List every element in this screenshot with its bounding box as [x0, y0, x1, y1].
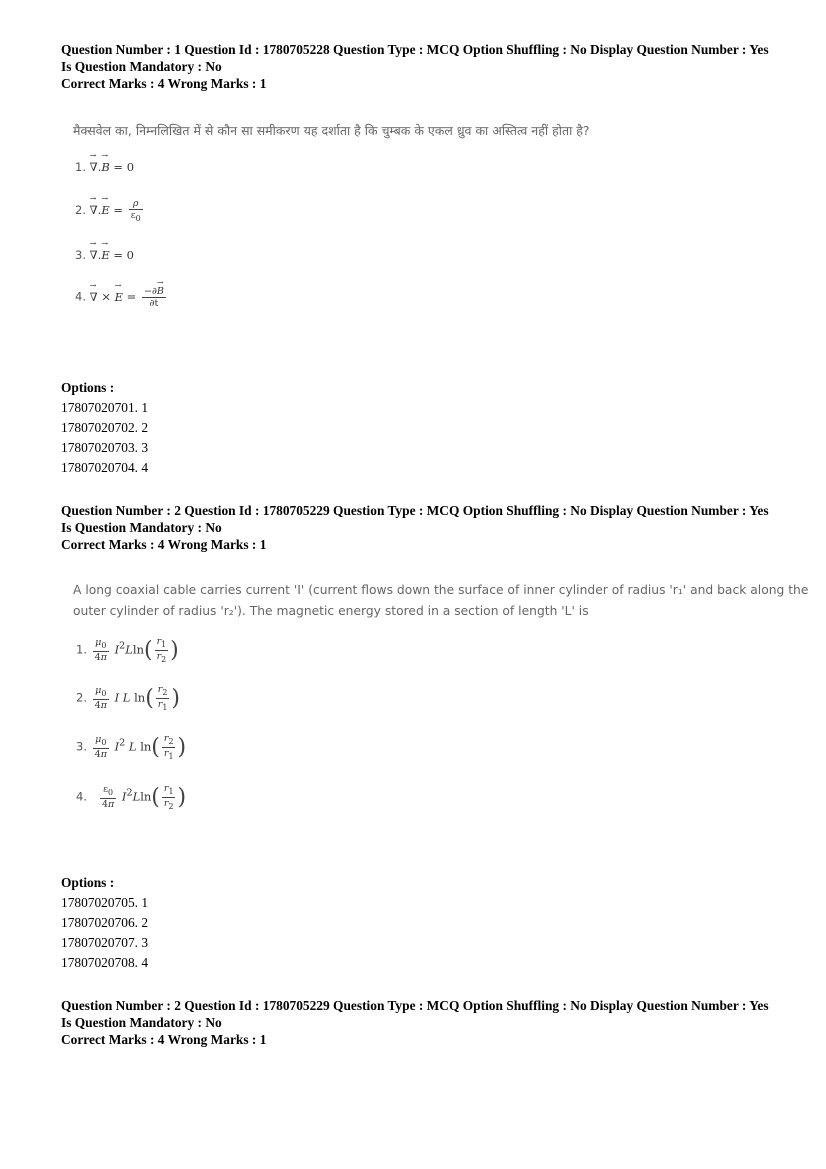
choice-number: 3.	[75, 248, 86, 262]
choice-1-equation: 1. → ∇.→ B = 0	[75, 160, 134, 174]
choice-1-equation: 1. $\frac{\mu_0}{4\pi}$ $I^2Lln$( $\frac{r_1}{r_2}$ )	[76, 636, 179, 664]
choice-number: 1.	[76, 642, 87, 657]
question-1-header	[61, 41, 781, 92]
option-item: 17807020702. 2	[61, 420, 149, 435]
question-text: मैक्सवेल का, निम्नलिखित में से कौन सा समीकरण यह दर्शाता है कि चुम्बक के एकल ध्रुव का अस्तित्व नहीं होता है?	[73, 123, 590, 138]
marks-info: Correct Marks : 4 Wrong Marks : 1	[61, 537, 267, 552]
question-2-header	[61, 502, 781, 553]
question-text-line-2: outer cylinder of radius 'r₂'). The magnetic energy stored in a section of length 'L' is	[73, 604, 589, 618]
choice-3-equation: 3. $\frac{\mu_0}{4\pi}$ $I^2$ L ln( $\frac{r_2}{r_1}$ )	[76, 733, 187, 761]
option-item: 17807020707. 3	[61, 935, 149, 950]
question-1-image	[73, 118, 773, 328]
question-meta: Question Number : 1 Question Id : 1780705228 Question Type : MCQ Option Shuffling : No Display Question Number : Yes	[61, 42, 769, 57]
option-item: 17807020701. 1	[61, 400, 149, 415]
choice-4-equation: 4. $\frac{\varepsilon_0}{4\pi}$ $I^2Lln$( $\frac{r_1}{r_2}$ )	[76, 783, 187, 811]
option-item: 17807020706. 2	[61, 915, 149, 930]
choice-number: 4.	[75, 289, 86, 304]
choice-2-equation: 2. $\frac{\mu_0}{4\pi}$ I L ln( $\frac{r_2}{r_1}$ )	[76, 684, 180, 712]
mandatory-info: Is Question Mandatory : No	[61, 1015, 222, 1030]
option-item: 17807020708. 4	[61, 955, 149, 970]
question-2-image	[73, 580, 809, 820]
choice-number: 2.	[75, 202, 86, 217]
question-meta: Question Number : 2 Question Id : 1780705229 Question Type : MCQ Option Shuffling : No Display Question Number : Yes	[61, 998, 769, 1013]
mandatory-info: Is Question Mandatory : No	[61, 520, 222, 535]
mandatory-info: Is Question Mandatory : No	[61, 59, 222, 74]
option-item: 17807020704. 4	[61, 460, 149, 475]
choice-3-equation: 3. → ∇.→ E = 0	[75, 248, 134, 262]
choice-number: 1.	[75, 160, 86, 174]
question-2-options	[61, 873, 148, 973]
choice-number: 3.	[76, 739, 87, 754]
choice-4-equation: 4. → ∇ × → E = $\frac{-\partial\to B}{\partial t}$	[75, 286, 168, 309]
question-3-header	[61, 997, 781, 1048]
marks-info: Correct Marks : 4 Wrong Marks : 1	[61, 76, 267, 91]
option-item: 17807020705. 1	[61, 895, 149, 910]
question-text-line-1: A long coaxial cable carries current 'I' (current flows down the surface of inner cylinder of radius 'r₁' and back along the	[73, 583, 809, 597]
option-item: 17807020703. 3	[61, 440, 149, 455]
choice-number: 2.	[76, 690, 87, 705]
question-meta: Question Number : 2 Question Id : 1780705229 Question Type : MCQ Option Shuffling : No Display Question Number : Yes	[61, 503, 769, 518]
options-label: Options :	[61, 875, 115, 890]
choice-number: 4.	[76, 789, 87, 804]
question-1-options	[61, 378, 148, 478]
choice-2-equation: 2. → ∇.→ E = $\frac{\rho}{\varepsilon_0}$	[75, 198, 145, 224]
marks-info: Correct Marks : 4 Wrong Marks : 1	[61, 1032, 267, 1047]
options-label: Options :	[61, 380, 115, 395]
